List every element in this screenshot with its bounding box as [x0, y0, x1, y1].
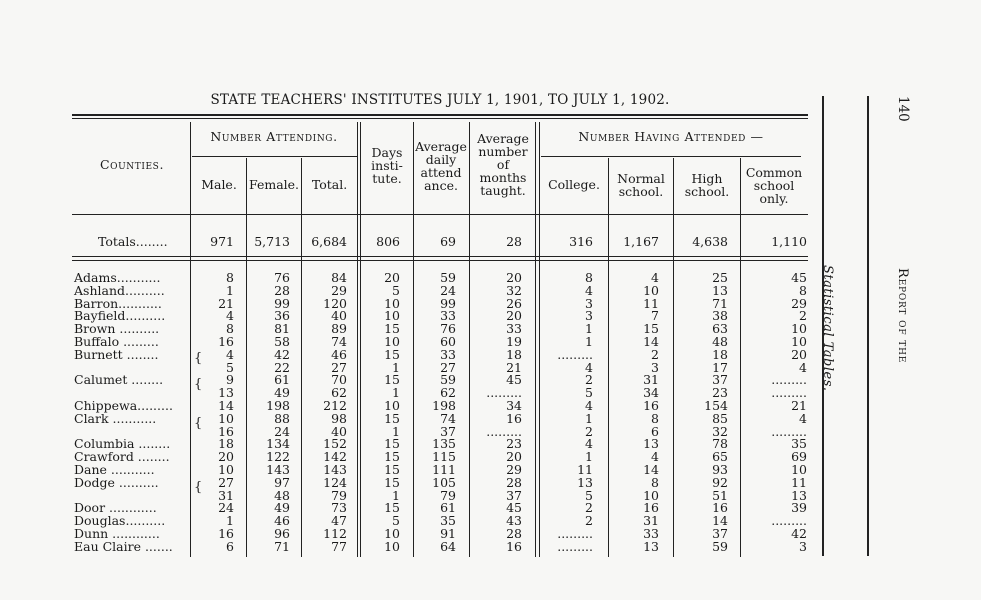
cell-high: 51: [712, 487, 728, 503]
header-subrule-left: [192, 156, 358, 157]
cell-avg-months: 45: [506, 500, 522, 516]
cell-college: 2: [585, 513, 593, 529]
cell-normal: 13: [643, 538, 659, 554]
header-subrule-right: [541, 156, 801, 157]
totals-avg-months: 28: [506, 234, 522, 249]
brace-dodge: {: [194, 480, 203, 495]
cell-county: Bayfield..........: [74, 308, 166, 324]
cell-common: 42: [791, 525, 807, 541]
brace-burnett: {: [194, 351, 203, 366]
cell-common: 35: [791, 436, 807, 452]
cell-avg-months: .........: [486, 423, 522, 439]
cell-female: 96: [274, 525, 290, 541]
totals-label: Totals........: [98, 234, 168, 249]
top-rule-2: [72, 118, 808, 119]
cell-female: 49: [274, 385, 290, 401]
cell-male: 9: [226, 372, 234, 388]
cell-common: 11: [791, 474, 807, 490]
cell-avg-months: 28: [506, 525, 522, 541]
cell-female: 58: [274, 333, 290, 349]
cell-high: 18: [712, 346, 728, 362]
cell-female: 143: [266, 461, 290, 477]
cell-avg-daily: 135: [432, 436, 456, 452]
cell-female: 134: [266, 436, 290, 452]
cell-avg-months: 43: [506, 513, 522, 529]
totals-row: [0, 234, 820, 250]
cell-normal: 14: [643, 333, 659, 349]
cell-high: 63: [712, 321, 728, 337]
table-row: [0, 538, 820, 554]
cell-avg-months: 18: [506, 346, 522, 362]
cell-avg-months: .........: [486, 385, 522, 401]
cell-female: 24: [274, 423, 290, 439]
cell-total: 29: [331, 282, 347, 298]
cell-male: 27: [218, 474, 234, 490]
cell-common: 45: [791, 270, 807, 285]
cell-avg-daily: 99: [440, 295, 456, 311]
cell-days: 5: [392, 282, 400, 298]
cell-county: Eau Claire .......: [74, 538, 173, 554]
cell-female: 122: [266, 449, 290, 465]
cell-days: 10: [384, 308, 400, 324]
cell-college: 8: [585, 270, 593, 285]
cell-female: 48: [274, 487, 290, 503]
cell-county: Dodge ..........: [74, 474, 159, 490]
cell-male: 8: [226, 270, 234, 285]
cell-male: 6: [226, 538, 234, 554]
cell-avg-daily: 74: [440, 410, 456, 426]
cell-total: 89: [331, 321, 347, 337]
cell-avg-daily: 59: [440, 372, 456, 388]
cell-normal: 7: [651, 308, 659, 324]
cell-avg-months: 45: [506, 372, 522, 388]
cell-normal: 8: [651, 474, 659, 490]
cell-total: 27: [331, 359, 347, 375]
cell-high: 13: [712, 282, 728, 298]
cell-high: 14: [712, 513, 728, 529]
number-having-attended-header: Number Having Attended —: [578, 129, 764, 144]
cell-college: .........: [557, 538, 593, 554]
cell-normal: 31: [643, 372, 659, 388]
cell-total: 143: [323, 461, 347, 477]
cell-county: Dane ...........: [74, 461, 155, 477]
cell-days: 15: [384, 500, 400, 516]
totals-days: 806: [376, 234, 400, 249]
cell-total: 112: [323, 525, 347, 541]
table-row: [0, 410, 820, 426]
cell-avg-daily: 33: [440, 308, 456, 324]
cell-male: 16: [218, 525, 234, 541]
cell-male: 10: [218, 410, 234, 426]
cell-avg-daily: 91: [440, 525, 456, 541]
table-row: [0, 346, 820, 362]
cell-common: 10: [791, 461, 807, 477]
cell-high: 154: [704, 397, 728, 413]
cell-male: 5: [226, 359, 234, 375]
brace-calumet: {: [194, 377, 203, 392]
cell-common: 2: [799, 308, 807, 324]
cell-high: 78: [712, 436, 728, 452]
cell-total: 79: [331, 487, 347, 503]
cell-avg-months: 23: [506, 436, 522, 452]
cell-college: 5: [585, 487, 593, 503]
totals-male: 971: [210, 234, 234, 249]
avg-daily-header: Average daily attend ance.: [415, 139, 467, 193]
cell-days: 15: [384, 449, 400, 465]
cell-female: 36: [274, 308, 290, 324]
cell-county: Ashland..........: [74, 282, 165, 298]
cell-college: 1: [585, 410, 593, 426]
cell-avg-daily: 76: [440, 321, 456, 337]
cell-days: 15: [384, 474, 400, 490]
cell-avg-months: 20: [506, 270, 522, 285]
cell-college: 13: [577, 474, 593, 490]
page-edge-rule-2: [867, 96, 869, 556]
cell-total: 152: [323, 436, 347, 452]
cell-normal: 33: [643, 525, 659, 541]
cell-normal: 6: [651, 423, 659, 439]
cell-common: .........: [771, 513, 807, 529]
cell-county: Barron...........: [74, 295, 162, 311]
cell-normal: 8: [651, 410, 659, 426]
cell-days: 15: [384, 372, 400, 388]
cell-avg-daily: 60: [440, 333, 456, 349]
cell-high: 37: [712, 372, 728, 388]
cell-common: .........: [771, 372, 807, 388]
avg-months-header: Average number of months taught.: [477, 131, 529, 198]
cell-total: 46: [331, 346, 347, 362]
cell-college: .........: [557, 346, 593, 362]
college-header: College.: [548, 177, 600, 192]
cell-college: 1: [585, 321, 593, 337]
cell-female: 46: [274, 513, 290, 529]
cell-county: Buffalo .........: [74, 333, 159, 349]
cell-female: 97: [274, 474, 290, 490]
cell-common: 21: [791, 397, 807, 413]
cell-female: 76: [274, 270, 290, 285]
totals-avg-daily: 69: [440, 234, 456, 249]
cell-male: 4: [226, 346, 234, 362]
cell-female: 81: [274, 321, 290, 337]
cell-avg-daily: 115: [432, 449, 456, 465]
cell-female: 198: [266, 397, 290, 413]
cell-common: .........: [771, 423, 807, 439]
cell-male: 16: [218, 423, 234, 439]
cell-male: 1: [226, 282, 234, 298]
cell-avg-months: 33: [506, 321, 522, 337]
totals-high: 4,638: [692, 234, 728, 249]
cell-avg-daily: 79: [440, 487, 456, 503]
cell-avg-months: 16: [506, 538, 522, 554]
cell-avg-daily: 111: [432, 461, 456, 477]
cell-high: 48: [712, 333, 728, 349]
cell-normal: 11: [643, 295, 659, 311]
cell-normal: 15: [643, 321, 659, 337]
cell-total: 77: [331, 538, 347, 554]
cell-high: 93: [712, 461, 728, 477]
cell-total: 70: [331, 372, 347, 388]
number-attending-header: Number Attending.: [210, 129, 338, 144]
totals-college: 316: [569, 234, 593, 249]
cell-county: Clark ...........: [74, 410, 157, 426]
header-bottom-rule: [72, 214, 808, 215]
cell-days: 15: [384, 410, 400, 426]
cell-days: 5: [392, 513, 400, 529]
cell-days: 15: [384, 461, 400, 477]
cell-normal: 10: [643, 487, 659, 503]
cell-avg-months: 19: [506, 333, 522, 349]
cell-high: 38: [712, 308, 728, 324]
cell-county: Door ............: [74, 500, 157, 516]
cell-male: 10: [218, 461, 234, 477]
cell-county: Calumet ........: [74, 372, 164, 388]
cell-college: 5: [585, 385, 593, 401]
cell-common: 4: [799, 410, 807, 426]
table-row: [0, 474, 820, 490]
cell-avg-months: 16: [506, 410, 522, 426]
cell-male: 31: [218, 487, 234, 503]
cell-days: 15: [384, 436, 400, 452]
cell-county: Crawford ........: [74, 449, 170, 465]
cell-days: 15: [384, 321, 400, 337]
cell-total: 212: [323, 397, 347, 413]
cell-high: 17: [712, 359, 728, 375]
cell-days: 10: [384, 538, 400, 554]
common-school-header: Common school only.: [745, 165, 803, 206]
cell-avg-daily: 64: [440, 538, 456, 554]
cell-avg-daily: 33: [440, 346, 456, 362]
cell-male: 16: [218, 333, 234, 349]
cell-female: 61: [274, 372, 290, 388]
cell-college: 1: [585, 449, 593, 465]
cell-college: 2: [585, 500, 593, 516]
cell-avg-months: 20: [506, 449, 522, 465]
cell-days: 1: [392, 385, 400, 401]
cell-common: 10: [791, 321, 807, 337]
cell-male: 21: [218, 295, 234, 311]
cell-avg-months: 37: [506, 487, 522, 503]
cell-male: 4: [226, 308, 234, 324]
cell-avg-daily: 62: [440, 385, 456, 401]
cell-avg-months: 28: [506, 474, 522, 490]
cell-male: 20: [218, 449, 234, 465]
cell-normal: 16: [643, 500, 659, 516]
cell-college: 4: [585, 282, 593, 298]
cell-college: 4: [585, 359, 593, 375]
cell-total: 74: [331, 333, 347, 349]
female-header: Female.: [248, 177, 300, 192]
days-institute-header: Days insti- tute.: [371, 145, 403, 186]
cell-female: 28: [274, 282, 290, 298]
cell-days: 10: [384, 295, 400, 311]
cell-total: 120: [323, 295, 347, 311]
cell-common: 3: [799, 538, 807, 554]
cell-county: Burnett ........: [74, 346, 159, 362]
cell-male: 14: [218, 397, 234, 413]
cell-days: 15: [384, 346, 400, 362]
cell-avg-daily: 27: [440, 359, 456, 375]
cell-avg-daily: 35: [440, 513, 456, 529]
cell-avg-daily: 105: [432, 474, 456, 490]
cell-avg-months: 32: [506, 282, 522, 298]
cell-college: 1: [585, 333, 593, 349]
cell-normal: 31: [643, 513, 659, 529]
total-header: Total.: [311, 177, 348, 192]
cell-days: 1: [392, 359, 400, 375]
page-number: 140: [895, 96, 911, 122]
cell-total: 62: [331, 385, 347, 401]
cell-days: 1: [392, 487, 400, 503]
cell-male: 13: [218, 385, 234, 401]
cell-avg-daily: 59: [440, 270, 456, 285]
page-title: STATE TEACHERS' INSTITUTES JULY 1, 1901, TO JULY 1, 1902.: [210, 92, 670, 108]
cell-total: 40: [331, 423, 347, 439]
cell-high: 23: [712, 385, 728, 401]
cell-avg-daily: 37: [440, 423, 456, 439]
cell-common: 13: [791, 487, 807, 503]
cell-female: 49: [274, 500, 290, 516]
cell-days: 1: [392, 423, 400, 439]
cell-college: 4: [585, 397, 593, 413]
cell-total: 124: [323, 474, 347, 490]
totals-rule-2: [72, 260, 808, 261]
cell-female: 71: [274, 538, 290, 554]
totals-total: 6,684: [311, 234, 347, 249]
cell-common: 20: [791, 346, 807, 362]
cell-high: 85: [712, 410, 728, 426]
cell-county: Brown ..........: [74, 321, 160, 337]
cell-county: Chippewa.........: [74, 397, 173, 413]
cell-female: 99: [274, 295, 290, 311]
cell-normal: 14: [643, 461, 659, 477]
cell-common: 4: [799, 359, 807, 375]
cell-county: Adams...........: [74, 270, 161, 285]
cell-total: 84: [331, 270, 347, 285]
cell-avg-months: 26: [506, 295, 522, 311]
cell-college: 2: [585, 372, 593, 388]
top-rule: [72, 114, 808, 116]
cell-avg-months: 29: [506, 461, 522, 477]
cell-normal: 16: [643, 397, 659, 413]
cell-county: Dunn ............: [74, 525, 160, 541]
cell-total: 40: [331, 308, 347, 324]
cell-county: Douglas..........: [74, 513, 166, 529]
cell-avg-months: 34: [506, 397, 522, 413]
cell-high: 25: [712, 270, 728, 285]
cell-college: 3: [585, 308, 593, 324]
cell-avg-daily: 198: [432, 397, 456, 413]
cell-high: 65: [712, 449, 728, 465]
cell-high: 32: [712, 423, 728, 439]
cell-college: 2: [585, 423, 593, 439]
normal-school-header: Normal school.: [617, 171, 665, 199]
cell-normal: 3: [651, 359, 659, 375]
cell-female: 88: [274, 410, 290, 426]
cell-high: 37: [712, 525, 728, 541]
counties-header: Counties.: [99, 157, 165, 172]
cell-days: 10: [384, 333, 400, 349]
cell-common: .........: [771, 385, 807, 401]
cell-days: 10: [384, 397, 400, 413]
cell-normal: 10: [643, 282, 659, 298]
totals-common: 1,110: [771, 234, 807, 249]
table-row: [0, 374, 820, 387]
cell-high: 16: [712, 500, 728, 516]
cell-total: 47: [331, 513, 347, 529]
cell-male: 18: [218, 436, 234, 452]
cell-female: 42: [274, 346, 290, 362]
cell-common: 8: [799, 282, 807, 298]
cell-total: 73: [331, 500, 347, 516]
cell-county: Columbia ........: [74, 436, 171, 452]
totals-female: 5,713: [254, 234, 290, 249]
cell-avg-daily: 61: [440, 500, 456, 516]
cell-total: 98: [331, 410, 347, 426]
cell-common: 69: [791, 449, 807, 465]
totals-normal: 1,167: [623, 234, 659, 249]
cell-avg-months: 21: [506, 359, 522, 375]
cell-avg-daily: 24: [440, 282, 456, 298]
cell-high: 59: [712, 538, 728, 554]
cell-college: 4: [585, 436, 593, 452]
cell-male: 8: [226, 321, 234, 337]
cell-high: 71: [712, 295, 728, 311]
totals-rule: [72, 256, 808, 257]
cell-college: 3: [585, 295, 593, 311]
cell-common: 10: [791, 333, 807, 349]
cell-days: 10: [384, 525, 400, 541]
cell-male: 1: [226, 513, 234, 529]
cell-male: 24: [218, 500, 234, 516]
cell-total: 142: [323, 449, 347, 465]
cell-common: 29: [791, 295, 807, 311]
side-caption: Statistical Tables.: [820, 265, 835, 392]
cell-normal: 4: [651, 449, 659, 465]
cell-college: 11: [577, 461, 593, 477]
cell-normal: 13: [643, 436, 659, 452]
county-table-body: [0, 272, 820, 554]
male-header: Male.: [201, 177, 237, 192]
high-school-header: High school.: [684, 171, 730, 199]
running-header: Report of the: [895, 268, 910, 364]
cell-common: 39: [791, 500, 807, 516]
cell-avg-months: 20: [506, 308, 522, 324]
cell-normal: 34: [643, 385, 659, 401]
cell-normal: 2: [651, 346, 659, 362]
cell-normal: 4: [651, 270, 659, 285]
cell-high: 92: [712, 474, 728, 490]
cell-college: .........: [557, 525, 593, 541]
cell-days: 20: [384, 270, 400, 285]
cell-female: 22: [274, 359, 290, 375]
brace-clark: {: [194, 416, 203, 431]
